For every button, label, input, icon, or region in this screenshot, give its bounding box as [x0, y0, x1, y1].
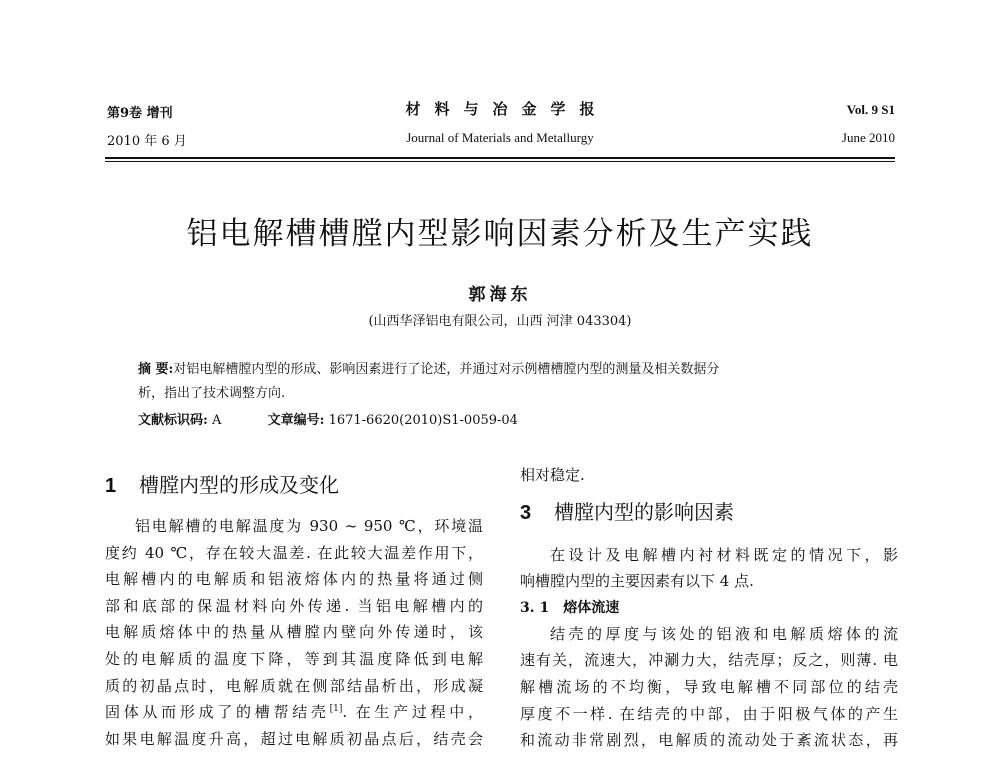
text-line: 电解槽内的电解质和铝液熔体内的热量将通过侧 [105, 570, 483, 589]
text-line: 铝电解槽的电解温度为 930 ~ 950 ℃，环境温 [135, 517, 483, 535]
text-line: 响槽膛内型的主要因素有以下 4 点. [520, 572, 754, 591]
text-line: 厚度不一样. 在结壳的中部，由于阳极气体的产生 [520, 704, 898, 723]
text-line: 度约 40 ℃，存在较大温差. 在此较大温差作用下， [105, 543, 483, 562]
abstract-text-2: 析，指出了技术调整方向. [138, 386, 286, 401]
subsection-3-1-body [520, 621, 898, 754]
abstract [138, 358, 878, 406]
text-line: 结壳的厚度与该处的铝液和电解质熔体的流 [550, 624, 898, 643]
article-no-label: 文章编号: [267, 413, 325, 428]
abstract-text-1: 对铝电解槽膛内型的形成、影响因素进行了论述，并通过对示例槽槽膛内型的测量及相关数据分 [173, 362, 720, 377]
text-line: 速有关，流速大，冲涮力大，结壳厚；反之，则薄. 电 [520, 651, 898, 670]
text-segment: . 在生产过程中， [342, 703, 483, 722]
text-line: 处的电解质的温度下降，等到其温度降低到电解 [105, 649, 483, 668]
text-segment: 固体从而形成了的槽帮结壳 [105, 703, 330, 722]
text-line: 和流动非常剧烈，电解质的流动处于紊流状态，再 [520, 731, 898, 750]
abstract-label: 摘 要: [138, 362, 174, 377]
journal-name-cn: 材料与冶金学报 [405, 100, 609, 118]
text-line: 部和底部的保温材料向外传递. 当铝电解槽内的 [105, 596, 483, 615]
journal-date-cn: 2010 年 6 月 [107, 134, 187, 149]
citation-ref[interactable]: [1] [329, 704, 343, 715]
text-line: 在设计及电解槽内衬材料既定的情况下，影 [550, 545, 898, 564]
article-metadata [138, 409, 518, 428]
section-1-heading [105, 470, 483, 501]
section-1-number: 1 [105, 475, 117, 497]
journal-name-en: Journal of Materials and Metallurgy [406, 130, 594, 145]
journal-volume-en: Vol. 9 S1 [846, 102, 895, 117]
header-rule-thick [105, 157, 895, 159]
header-rule-thin [105, 161, 895, 162]
doc-code-value: A [211, 413, 222, 428]
journal-volume: 第9卷 增刊 [107, 106, 173, 121]
section-1-title: 槽膛内型的形成及变化 [139, 473, 339, 497]
section-3-title: 槽膛内型的影响因素 [554, 499, 734, 524]
abstract-line-1 [138, 358, 878, 382]
section-3-number: 3 [520, 501, 532, 524]
paper-author: 郭海东 [468, 285, 532, 305]
subsection-3-1-title: 熔体流速 [563, 599, 620, 616]
journal-date-en: June 2010 [841, 130, 895, 145]
text-line: 解槽流场的不均衡，导致电解槽不同部位的结壳 [520, 677, 898, 696]
paper-title: 铝电解槽槽膛内型影响因素分析及生产实践 [186, 216, 814, 252]
section-3-body [520, 542, 898, 595]
text-line [105, 699, 483, 726]
text-line: 电解质熔体中的热量从槽膛内壁向外传递时，该 [105, 623, 483, 642]
left-column [105, 470, 483, 752]
carry-over-line: 相对稳定. [520, 466, 585, 484]
section-1-body [105, 513, 483, 752]
subsection-3-1-heading [520, 595, 898, 621]
right-column [520, 462, 898, 754]
text-line: 如果电解温度升高，超过电解质初晶点后，结壳会 [105, 729, 483, 748]
doc-code-label: 文献标识码: [138, 413, 208, 428]
section-3-heading [520, 497, 898, 528]
subsection-3-1-number: 3. 1 [520, 599, 550, 616]
article-no-value: 1671-6620(2010)S1-0059-04 [328, 413, 518, 428]
text-line: 质的初晶点时，电解质就在侧部结晶析出，形成凝 [105, 676, 483, 695]
author-affiliation: (山西华泽铝电有限公司，山西 河津 043304) [368, 314, 632, 329]
